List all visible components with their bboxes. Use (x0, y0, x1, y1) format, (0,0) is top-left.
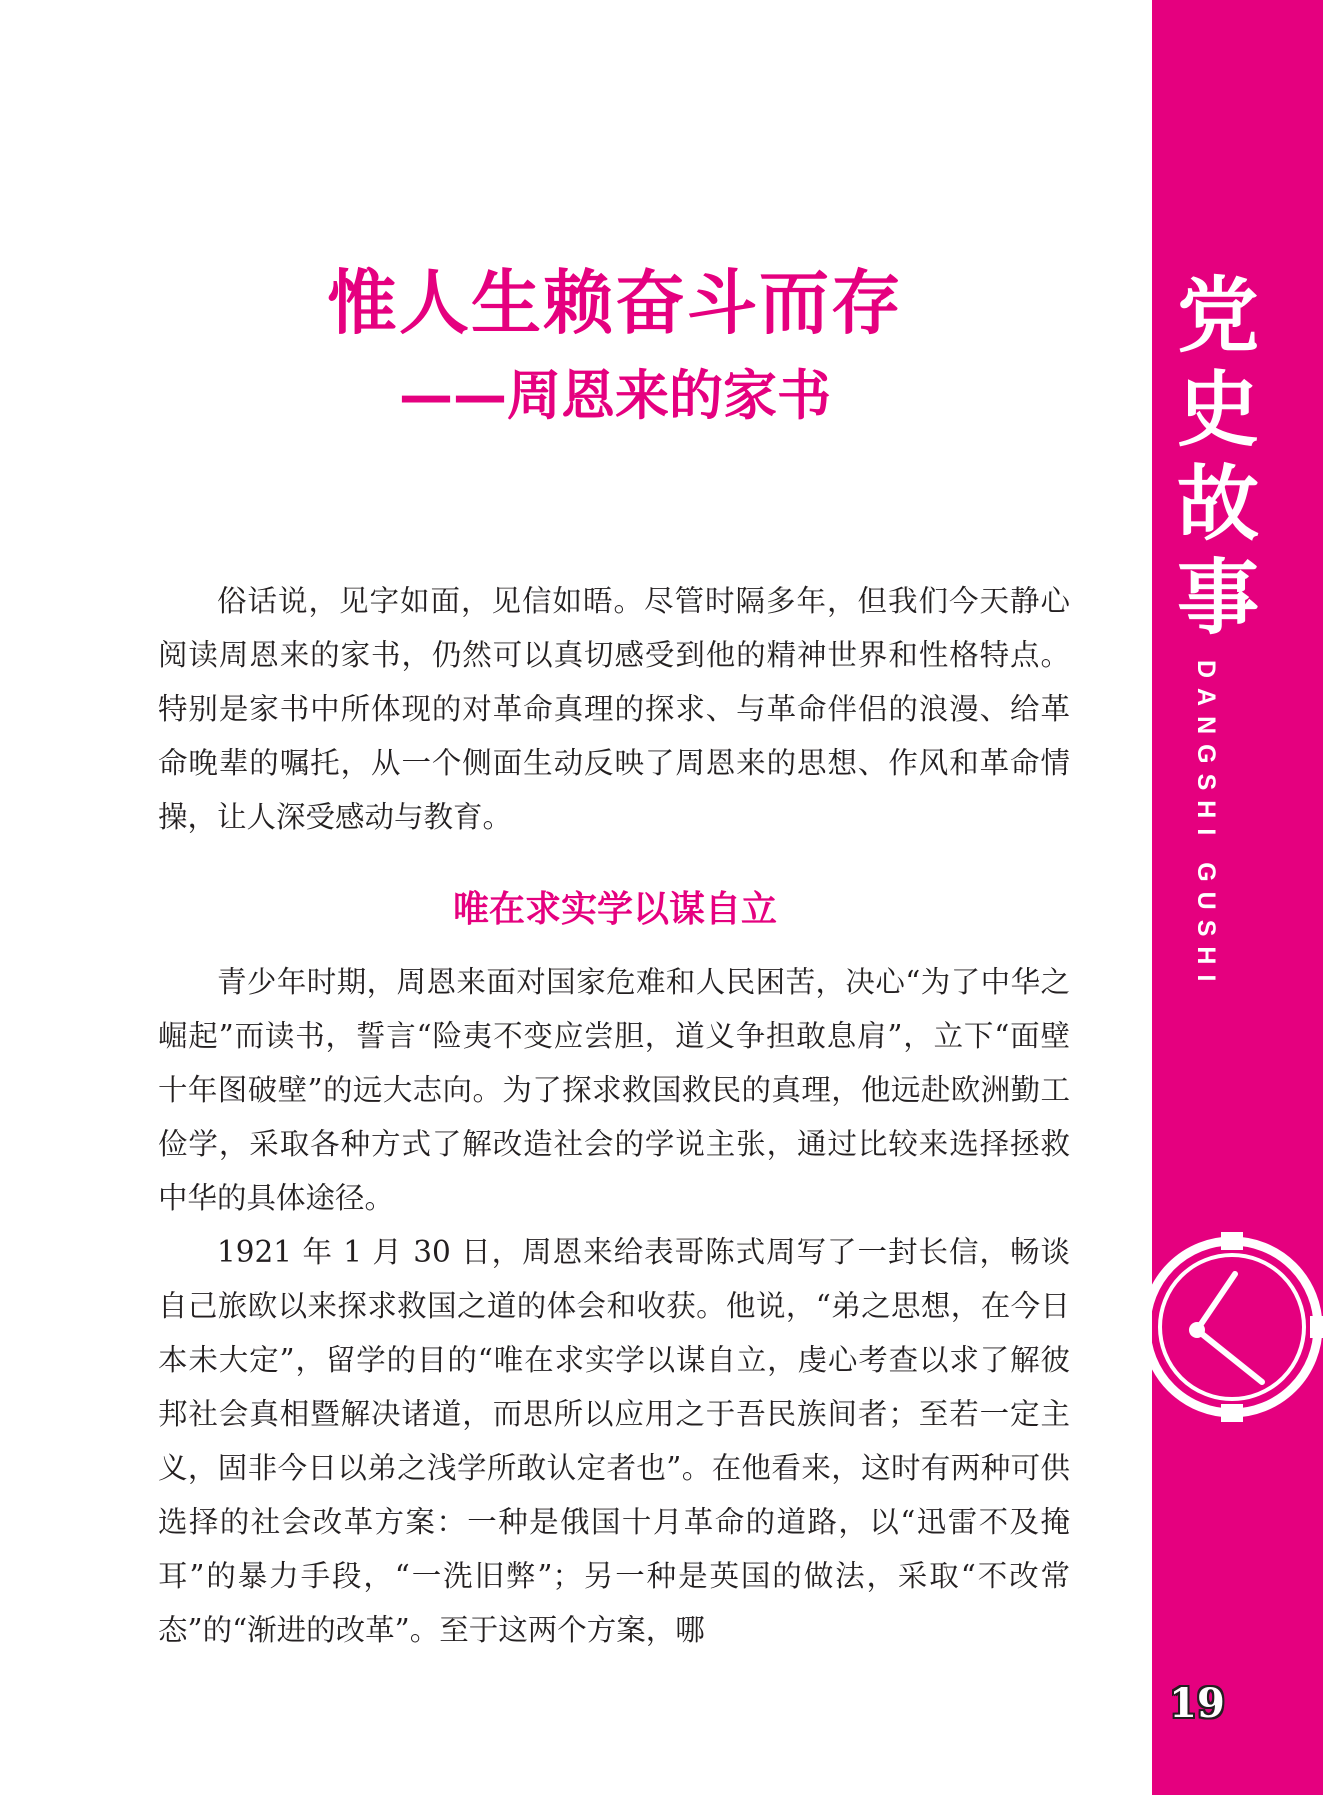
intro-paragraph: 俗话说，见字如面，见信如晤。尽管时隔多年，但我们今天静心阅读周恩来的家书，仍然可以真切感受到他的精神世界和性格特点。特别是家书中所体现的对革命真理的探求、与革命伴侣的浪漫、给革命晚辈的嘱托，从一个侧面生动反映了周恩来的思想、作风和革命情操，让人深受感动与教育。 (158, 584, 1070, 834)
article-subtitle: ——周恩来的家书 (399, 364, 831, 427)
clock-icon (1152, 1212, 1323, 1442)
sidebar-title-char: 故 (1176, 457, 1259, 552)
intro-block (158, 574, 1070, 844)
body-block (158, 955, 1070, 1657)
body-paragraph: 1921 年 1 月 30 日，周恩来给表哥陈式周写了一封长信，畅谈自己旅欧以来探求救国之道的体会和收获。他说，“弟之思想，在今日本未大定”，留学的目的“唯在求实学以谋自立，虔心考查以求了解彼邦社会真相暨解决诸道，而思所以应用之于吾民族间者；至若一定主义，固非今日以弟之浅学所敢认定者也”。在他看来，这时有两种可供选择的社会改革方案：一种是俄国十月革命的道路，以“迅雷不及掩耳”的暴力手段，“一洗旧弊”；另一种是英国的做法，采取“不改常态”的“渐进的改革”。至于这两个方案，哪 (158, 1235, 1070, 1647)
sidebar-title-char: 事 (1176, 551, 1259, 646)
body-paragraph: 青少年时期，周恩来面对国家危难和人民困苦，决心“为了中华之崛起”而读书，誓言“险夷不变应尝胆，道义争担敢息肩”，立下“面壁十年图破壁”的远大志向。为了探求救国救民的真理，他远赴欧洲勤工俭学，采取各种方式了解改造社会的学说主张，通过比较来选择拯救中华的具体途径。 (158, 965, 1070, 1215)
sidebar-pinyin: DANGSHI GUSHI (1192, 660, 1220, 992)
section-heading: 唯在求实学以谋自立 (452, 889, 777, 930)
page-number: 19 (1169, 1680, 1225, 1727)
article-title: 惟人生赖奋斗而存 (327, 262, 903, 344)
sidebar-title-char: 党 (1176, 269, 1259, 364)
sidebar-title-char: 史 (1176, 363, 1259, 458)
sidebar-title (1152, 270, 1284, 646)
